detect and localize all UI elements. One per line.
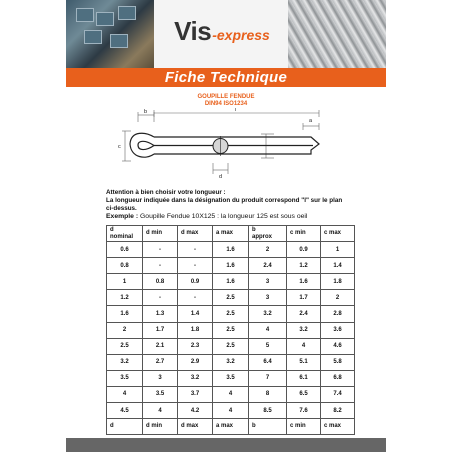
table-cell: - bbox=[143, 242, 178, 258]
table-cell: 2.5 bbox=[213, 306, 249, 322]
table-cell: 8.2 bbox=[321, 403, 355, 419]
label-a: a bbox=[309, 118, 313, 124]
table-footer-row bbox=[107, 419, 355, 435]
table-cell: 3 bbox=[143, 370, 178, 386]
table-cell: 2.8 bbox=[321, 306, 355, 322]
table-cell: 1.2 bbox=[107, 290, 143, 306]
table-cell: - bbox=[178, 242, 213, 258]
table-cell: 2.5 bbox=[213, 290, 249, 306]
table-cell: 1.6 bbox=[213, 258, 249, 274]
table-cell: 4 bbox=[213, 403, 249, 419]
table-cell: 2.1 bbox=[143, 338, 178, 354]
table-cell: 2.5 bbox=[107, 338, 143, 354]
table-cell: 2 bbox=[107, 322, 143, 338]
table-cell: 2.7 bbox=[143, 354, 178, 370]
table-header-cell: b approx bbox=[249, 226, 287, 242]
table-cell: 2.3 bbox=[178, 338, 213, 354]
table-cell: 0.9 bbox=[178, 274, 213, 290]
table-row bbox=[107, 370, 355, 386]
table-cell: 1.6 bbox=[287, 274, 321, 290]
table-cell: 3.6 bbox=[321, 322, 355, 338]
table-cell: 8 bbox=[249, 386, 287, 402]
table-cell: 2.5 bbox=[213, 322, 249, 338]
table-header-cell: a max bbox=[213, 419, 249, 435]
table-cell: 7 bbox=[249, 370, 287, 386]
table-cell: - bbox=[143, 258, 178, 274]
split-pin-drawing bbox=[116, 108, 341, 183]
table-header-cell: d nominal bbox=[107, 226, 143, 242]
table-cell: 2.5 bbox=[213, 338, 249, 354]
table-cell: 4 bbox=[107, 386, 143, 402]
table-cell: 6.5 bbox=[287, 386, 321, 402]
table-cell: - bbox=[178, 258, 213, 274]
table-cell: - bbox=[143, 290, 178, 306]
screws-photo bbox=[288, 0, 386, 68]
table-row bbox=[107, 290, 355, 306]
table-cell: 1.4 bbox=[321, 258, 355, 274]
table-cell: 3.2 bbox=[178, 370, 213, 386]
table-cell: 4 bbox=[143, 403, 178, 419]
table-header-row bbox=[107, 226, 355, 242]
table-cell: 6.1 bbox=[287, 370, 321, 386]
label-c: c bbox=[118, 144, 121, 150]
table-cell: 7.4 bbox=[321, 386, 355, 402]
table-row bbox=[107, 403, 355, 419]
table-cell: 4.5 bbox=[107, 403, 143, 419]
table-cell: 6.4 bbox=[249, 354, 287, 370]
table-cell: 2.4 bbox=[249, 258, 287, 274]
table-cell: 3.2 bbox=[107, 354, 143, 370]
table-cell: 5.8 bbox=[321, 354, 355, 370]
table-cell: 4.2 bbox=[178, 403, 213, 419]
table-cell: - bbox=[178, 290, 213, 306]
table-cell: 1.4 bbox=[178, 306, 213, 322]
table-cell: 4 bbox=[213, 386, 249, 402]
workshop-photo bbox=[66, 0, 154, 68]
table-cell: 0.6 bbox=[107, 242, 143, 258]
table-header-cell: d max bbox=[178, 419, 213, 435]
table-header-cell: d bbox=[107, 419, 143, 435]
table-row bbox=[107, 354, 355, 370]
table-cell: 4 bbox=[287, 338, 321, 354]
logo-express-text: -express bbox=[212, 27, 270, 43]
table-cell: 1 bbox=[107, 274, 143, 290]
technical-sheet bbox=[66, 0, 386, 452]
table-cell: 3.2 bbox=[249, 306, 287, 322]
table-header-cell: b bbox=[249, 419, 287, 435]
table-row bbox=[107, 274, 355, 290]
label-d: d bbox=[219, 174, 223, 180]
example-text: Goupille Fendue 10X125 : la longueur 125 est sous oeil bbox=[138, 213, 308, 220]
table-header-cell: a max bbox=[213, 226, 249, 242]
table-cell: 0.8 bbox=[107, 258, 143, 274]
table-cell: 3.2 bbox=[213, 354, 249, 370]
table-header-cell: d max bbox=[178, 226, 213, 242]
table-cell: 1.3 bbox=[143, 306, 178, 322]
notice-line-3: ci-dessus. bbox=[106, 205, 137, 212]
table-cell: 1.7 bbox=[143, 322, 178, 338]
table-cell: 6.8 bbox=[321, 370, 355, 386]
dimension-table bbox=[106, 225, 355, 435]
table-cell: 8.5 bbox=[249, 403, 287, 419]
logo-vis-text: Vis bbox=[174, 16, 212, 46]
table-header-cell: d min bbox=[143, 419, 178, 435]
table-header-cell: d min bbox=[143, 226, 178, 242]
table-cell: 3.5 bbox=[213, 370, 249, 386]
table-cell: 1.6 bbox=[107, 306, 143, 322]
table-cell: 2 bbox=[321, 290, 355, 306]
product-norm: DIN94 ISO1234 bbox=[204, 101, 248, 107]
table-row bbox=[107, 322, 355, 338]
table-cell: 3.5 bbox=[107, 370, 143, 386]
table-cell: 2.9 bbox=[178, 354, 213, 370]
table-cell: 4.6 bbox=[321, 338, 355, 354]
table-row bbox=[107, 338, 355, 354]
table-header-cell: c min bbox=[287, 419, 321, 435]
footer-bar bbox=[66, 438, 386, 452]
product-name: GOUPILLE FENDUE bbox=[197, 94, 255, 100]
length-notice bbox=[106, 189, 361, 221]
table-cell: 1.8 bbox=[321, 274, 355, 290]
notice-line-2: La longueur indiquée dans la désignation du produit correspond "l" sur le plan bbox=[106, 197, 343, 204]
table-cell: 1.8 bbox=[178, 322, 213, 338]
table-header-cell: c max bbox=[321, 419, 355, 435]
table-cell: 7.6 bbox=[287, 403, 321, 419]
table-cell: 3 bbox=[249, 274, 287, 290]
label-l: l bbox=[235, 108, 237, 113]
table-row bbox=[107, 258, 355, 274]
table-row bbox=[107, 386, 355, 402]
table-cell: 4 bbox=[249, 322, 287, 338]
table-cell: 0.8 bbox=[143, 274, 178, 290]
table-cell: 5.1 bbox=[287, 354, 321, 370]
header bbox=[66, 0, 386, 68]
vis-express-logo bbox=[158, 16, 286, 50]
table-cell: 1 bbox=[321, 242, 355, 258]
example-prefix: Exemple : bbox=[106, 213, 139, 220]
table-cell: 1.7 bbox=[287, 290, 321, 306]
table-header-cell: c max bbox=[321, 226, 355, 242]
table-cell: 2 bbox=[249, 242, 287, 258]
banner-title: Fiche Technique bbox=[164, 69, 288, 86]
table-cell: 1.2 bbox=[287, 258, 321, 274]
label-b: b bbox=[144, 109, 148, 115]
table-cell: 3.2 bbox=[287, 322, 321, 338]
table-cell: 5 bbox=[249, 338, 287, 354]
title-banner bbox=[66, 68, 386, 87]
table-cell: 3.7 bbox=[178, 386, 213, 402]
table-cell: 1.6 bbox=[213, 274, 249, 290]
table-cell: 1.6 bbox=[213, 242, 249, 258]
table-row bbox=[107, 242, 355, 258]
table-cell: 3.5 bbox=[143, 386, 178, 402]
table-header-cell: c min bbox=[287, 226, 321, 242]
table-cell: 3 bbox=[249, 290, 287, 306]
notice-line-1: Attention à bien choisir votre longueur : bbox=[106, 189, 226, 196]
table-cell: 0.9 bbox=[287, 242, 321, 258]
table-cell: 2.4 bbox=[287, 306, 321, 322]
table-row bbox=[107, 306, 355, 322]
